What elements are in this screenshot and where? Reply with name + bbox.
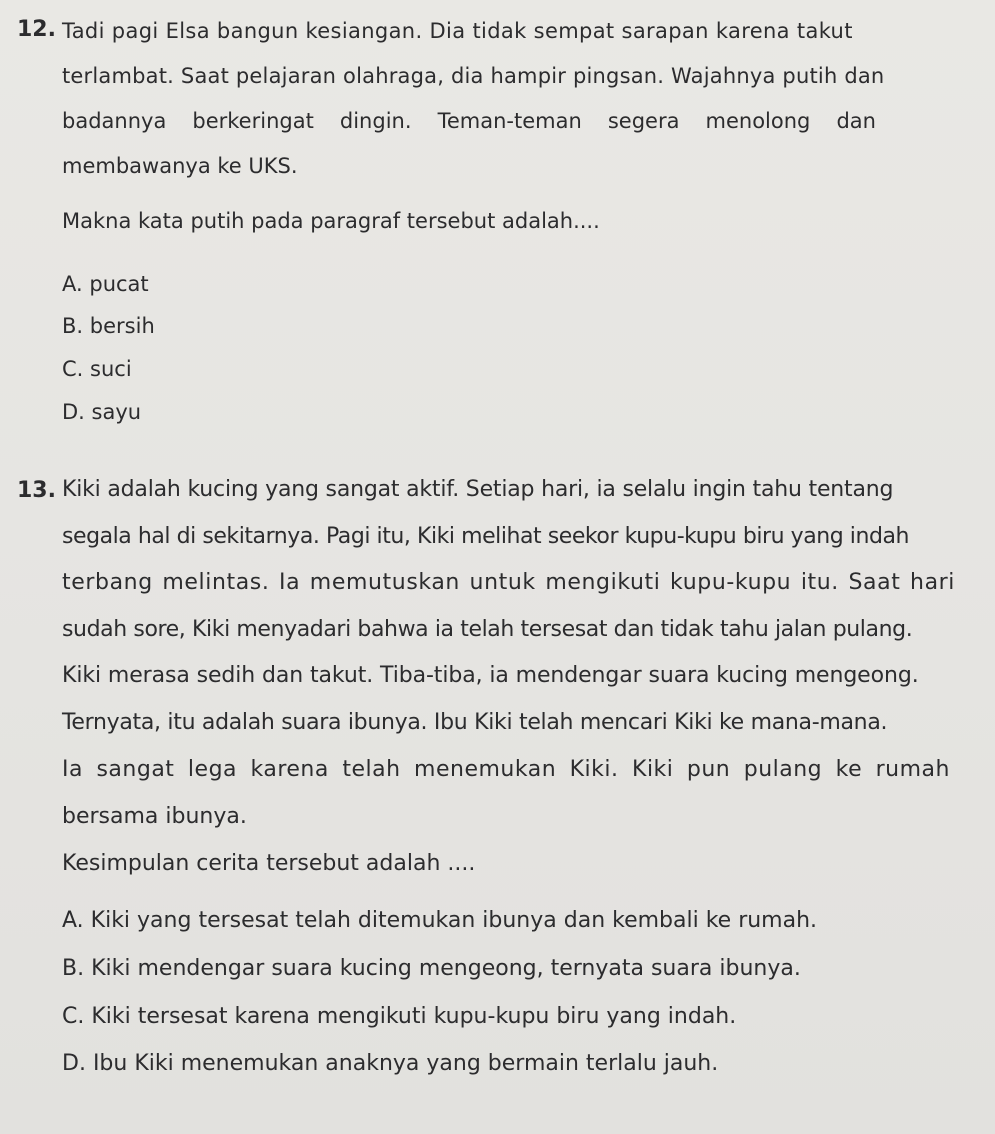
option-d: D. Ibu Kiki menemukan anaknya yang bermain terlalu jauh. xyxy=(62,1051,719,1076)
passage-line-justified: badannya berkeringat dingin. Teman-teman segera menolong dan xyxy=(62,109,876,133)
passage-line: membawanya ke UKS. xyxy=(62,154,298,178)
passage-line: Kiki adalah kucing yang sangat aktif. Setiap hari, ia selalu ingin tahu tentang xyxy=(62,477,894,502)
passage-line: Ternyata, itu adalah suara ibunya. Ibu Kiki telah mencari Kiki ke mana-mana. xyxy=(62,710,888,735)
option-b: B. Kiki mendengar suara kucing mengeong, ternyata suara ibunya. xyxy=(62,956,801,981)
option-b: B. bersih xyxy=(62,314,155,338)
passage-line: Kiki merasa sedih dan takut. Tiba-tiba, ia mendengar suara kucing mengeong. xyxy=(62,663,919,688)
option-a: A. Kiki yang tersesat telah ditemukan ibunya dan kembali ke rumah. xyxy=(62,908,818,933)
passage-line: terbang melintas. Ia memutuskan untuk mengikuti kupu-kupu itu. Saat hari xyxy=(62,570,956,595)
option-c: C. Kiki tersesat karena mengikuti kupu-kupu biru yang indah. xyxy=(62,1004,737,1029)
option-a: A. pucat xyxy=(62,272,149,296)
passage-line: Ia sangat lega karena telah menemukan Kiki. Kiki pun pulang ke rumah xyxy=(62,757,950,782)
question-prompt: Kesimpulan cerita tersebut adalah .... xyxy=(62,851,476,876)
passage-line: segala hal di sekitarnya. Pagi itu, Kiki melihat seekor kupu-kupu biru yang indah xyxy=(62,524,909,549)
option-c: C. suci xyxy=(62,357,132,381)
option-d: D. sayu xyxy=(62,400,142,424)
passage-line: Tadi pagi Elsa bangun kesiangan. Dia tidak sempat sarapan karena takut xyxy=(62,19,853,43)
question-number: 12. xyxy=(17,17,56,42)
passage-line: bersama ibunya. xyxy=(62,804,247,829)
passage-line: terlambat. Saat pelajaran olahraga, dia hampir pingsan. Wajahnya putih dan xyxy=(62,64,885,88)
question-prompt: Makna kata putih pada paragraf tersebut adalah.... xyxy=(62,209,600,233)
question-number: 13. xyxy=(17,478,56,503)
passage-line: sudah sore, Kiki menyadari bahwa ia telah tersesat dan tidak tahu jalan pulang. xyxy=(62,617,913,642)
